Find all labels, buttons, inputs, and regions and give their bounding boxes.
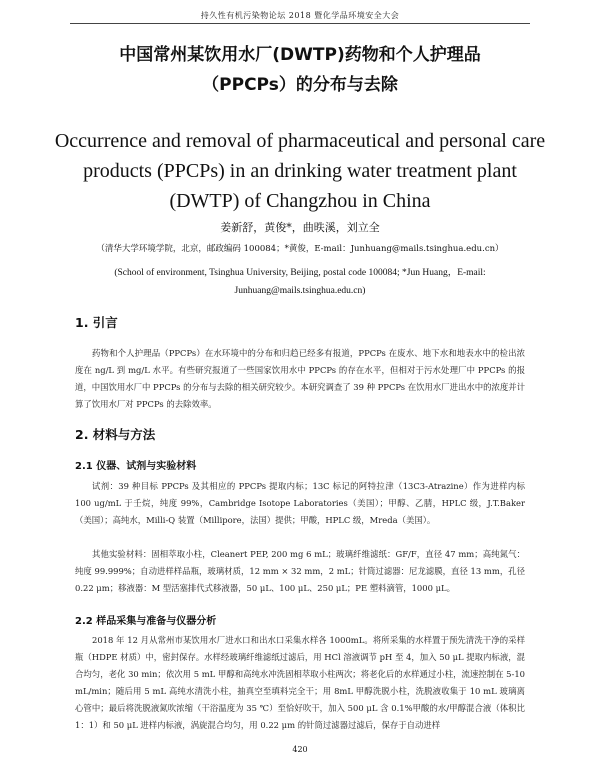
section-2-1-heading: 2.1 仪器、试剂与实验材料 [75, 461, 197, 472]
english-title-line-2: products (PPCPs) in an drinking water treatment plant [83, 160, 517, 182]
header-divider [70, 23, 530, 24]
english-title-line-3: (DWTP) of Changzhou in China [169, 190, 431, 212]
author-list: 姜新舒，黄俊*，曲昳溪，刘立全 [220, 221, 380, 234]
chinese-title-line-1: 中国常州某饮用水厂(DWTP)药物和个人护理品 [119, 45, 481, 65]
affiliation-english [70, 264, 530, 300]
running-header: 持久性有机污染物论坛 2018 暨化学品环境安全大会 [200, 11, 400, 20]
sampling-paragraph: 2018 年 12 月从常州市某饮用水厂进水口和出水口采集水样各 1000mL。将所采集的水样置于预先清洗干净的采样瓶（HDPE 材质）中，密封保存。水样经玻璃纤维滤纸过滤后，用 HCl 溶液调节 pH 至 4，加入 50 μL 提取内标液，混合均匀，老化 30 min；依次用 5 mL 甲醇和高纯水冲洗固相萃取小柱两次；将老化后的水样通过小柱，流速控制在 5-10 mL/min；随后用 5 mL 高纯水清洗小柱，抽真空至填料完全干；用 8mL 甲醇洗脱小柱，洗脱液收集于 10 mL 玻璃离心管中；最后将洗脱液氮吹浓缩（干浴温度为 35 ℃）至恰好吹干，加入 500 μL 含 0.1%甲酸的水/甲醇混合液（体积比 1：1）和 50 μL 进样内标液，涡旋混合均匀，用 0.22 μm 的针筒过滤器过滤后，保存于自动进样 [75, 635, 525, 730]
section-2-2-heading: 2.2 样品采集与准备与仪器分析 [75, 616, 217, 627]
affiliation-english-line-2: Junhuang@mails.tsinghua.edu.cn) [234, 286, 366, 296]
chinese-title [60, 40, 540, 100]
reagents-paragraph: 试剂：39 种目标 PPCPs 及其相应的 PPCPs 提取内标；13C 标记的阿特拉津（13C3-Atrazine）作为进样内标 100 ug/mL 于壬烷，纯度 99%，Cambridge Isotope Laboratories（美国）；甲醇、乙腈，HPLC 级，J.T.Baker（美国）；高纯水，Milli-Q 装置（Millipore，法国）提供；甲酸，HPLC 级，Mreda（美国）。 [75, 481, 525, 525]
chinese-title-line-2: （PPCPs）的分布与去除 [202, 75, 398, 95]
english-title [50, 126, 550, 216]
section-2-heading: 2. 材料与方法 [75, 427, 156, 442]
affiliation-chinese: （清华大学环境学院，北京，邮政编码 100084；*黄俊，E-mail：Junhuang@mails.tsinghua.edu.cn） [96, 244, 504, 254]
materials-paragraph: 其他实验材料：固相萃取小柱，Cleanert PEP, 200 mg 6 mL；玻璃纤维滤纸：GF/F，直径 47 mm；高纯氮气：纯度 99.999%；自动进样样品瓶，玻璃材质，12 mm × 32 mm，2 mL；针筒过滤器：尼龙滤膜，直径 13 mm，孔径 0.22 μm；移液器：M 型活塞排代式移液器，50 μL、100 μL、250 μL；PE 塑料滴管，1000 μL。 [75, 549, 525, 593]
english-title-line-1: Occurrence and removal of pharmaceutical and personal care [54, 130, 546, 152]
affiliation-english-line-1: (School of environment, Tsinghua University, Beijing, postal code 100084; *Jun Huang，E-mail: [114, 268, 486, 278]
introduction-paragraph: 药物和个人护理品（PPCPs）在水环境中的分布和归趋已经多有报道，PPCPs 在废水、地下水和地表水中的检出浓度在 ng/L 到 mg/L 水平。有些研究报道了一些国家饮用水中 PPCPs 的存在水平，但相对于污水处理厂中 PPCPs 的报道，中国饮用水厂中 PPCPs 的分布与去除的相关研究较少。本研究调查了 39 种 PPCPs 在饮用水厂进出水中的浓度并计算了饮用水厂对 PPCPs 的去除效率。 [75, 348, 525, 409]
page-number: 420 [292, 745, 308, 754]
section-1-heading: 1. 引言 [75, 315, 118, 330]
